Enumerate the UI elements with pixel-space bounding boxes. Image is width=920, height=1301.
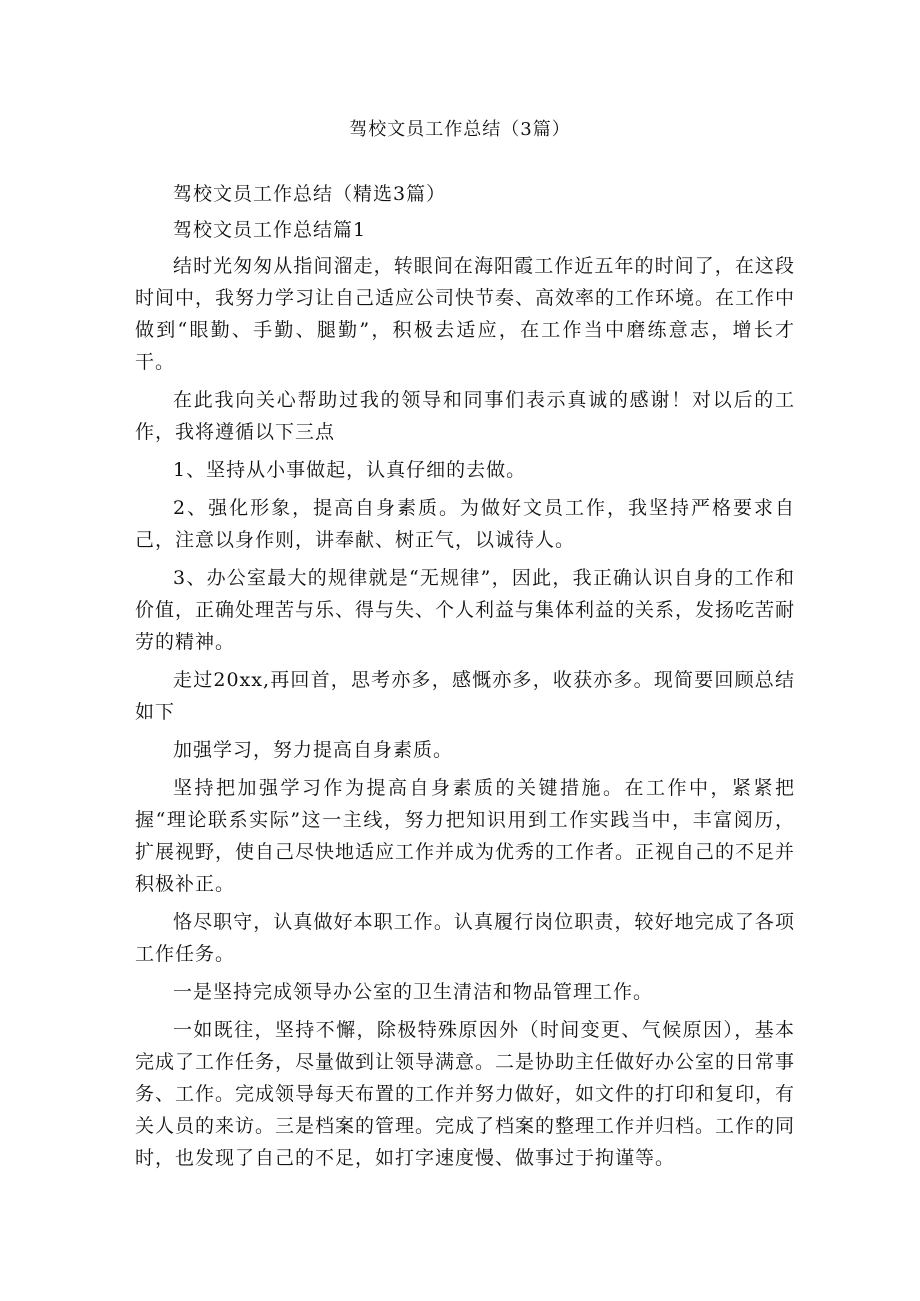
body-paragraph: 加强学习，努力提高自身素质。	[173, 739, 454, 761]
list-item-paragraph: 1、坚持从小事做起，认真仔细的去做。	[173, 459, 527, 481]
body-paragraph: 走过20xx,再回首，思考亦多，感慨亦多，收获亦多。现简要回顾总结如下	[135, 669, 795, 723]
document-body	[135, 178, 795, 1180]
body-paragraph: 结时光匆匆从指间溜走，转眼间在海阳霞工作近五年的时间了，在这段时间中，我努力学习让自己适应公司快节奏、高效率的工作环境。在工作中做到“眼勤、手勤、腿勤”，积极去适应，在工作当中磨练意志，增长才干。	[135, 255, 796, 373]
body-paragraph: 恪尽职守，认真做好本职工作。认真履行岗位职责，较好地完成了各项工作任务。	[135, 911, 795, 965]
body-paragraph: 一如既往，坚持不懈，除极特殊原因外（时间变更、气候原因），基本完成了工作任务，尽量做到让领导满意。二是协助主任做好办公室的日常事务、工作。完成领导每天布置的工作并努力做好，如文件的打印和复印，有关人员的来访。三是档案的管理。完成了档案的整理工作并归档。工作的同时，也发现了自己的不足，如打字速度慢、做事过于拘谨等。	[135, 1019, 796, 1169]
list-item-paragraph: 2、强化形象，提高自身素质。为做好文员工作，我坚持严格要求自己，注意以身作则，讲奉献、树正气，以诚待人。	[135, 497, 795, 551]
list-item-paragraph: 3、办公室最大的规律就是“无规律”，因此，我正确认识自身的工作和价值，正确处理苦与乐、得与失、个人利益与集体利益的关系，发扬吃苦耐劳的精神。	[135, 567, 796, 653]
subtitle-paragraph: 驾校文员工作总结（精选3篇）	[173, 183, 447, 205]
section-heading: 驾校文员工作总结篇1	[173, 219, 367, 241]
document-title: 驾校文员工作总结（3篇）	[349, 119, 571, 140]
body-paragraph: 一是坚持完成领导办公室的卫生清洁和物品管理工作。	[173, 981, 654, 1003]
body-paragraph: 在此我向关心帮助过我的领导和同事们表示真诚的感谢！对以后的工作，我将遵循以下三点	[135, 389, 795, 443]
body-paragraph: 坚持把加强学习作为提高自身素质的关键措施。在工作中，紧紧把握“理论联系实际”这一主线，努力把知识用到工作实践当中，丰富阅历，扩展视野，使自己尽快地适应工作并成为优秀的工作者。正视自己的不足并积极补正。	[135, 777, 796, 895]
